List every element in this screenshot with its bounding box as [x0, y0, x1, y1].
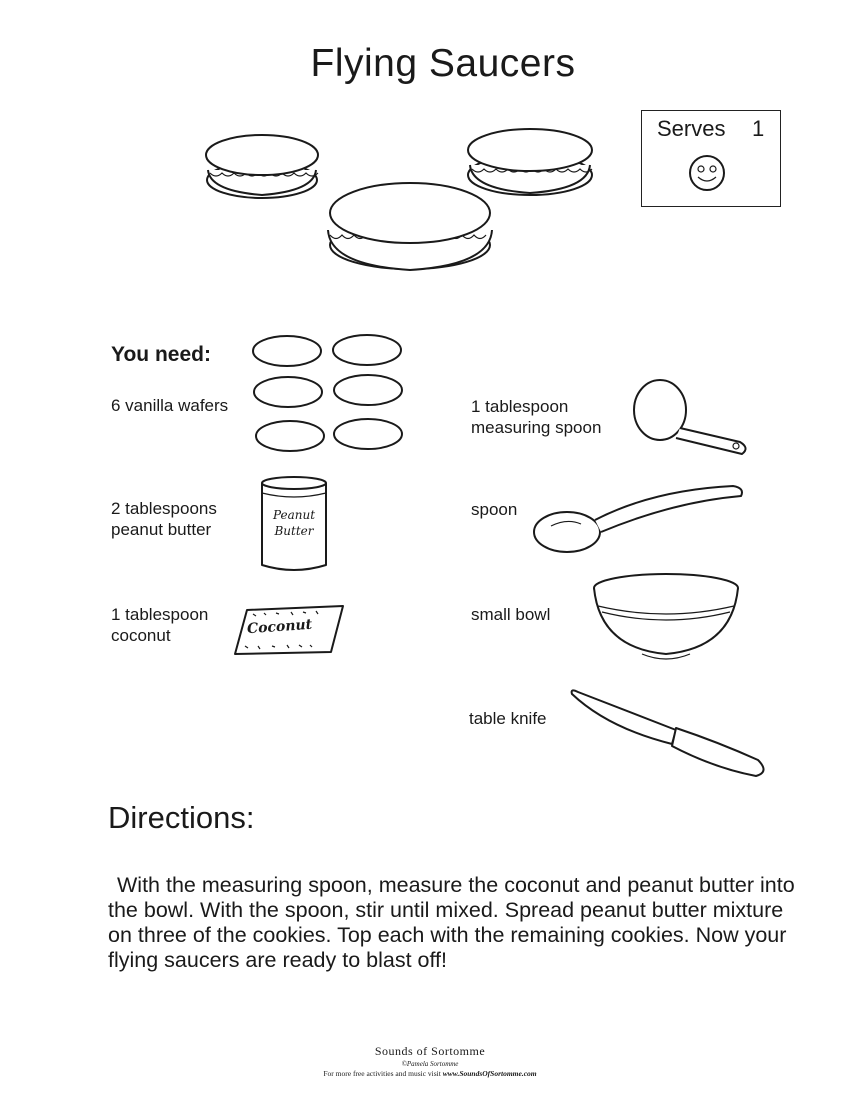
jar-label: Peanut Butter — [272, 508, 316, 538]
directions-heading: Directions: — [108, 800, 255, 835]
footer-url[interactable]: www.SoundsOfSortomme.com — [442, 1069, 537, 1078]
you-need-heading: You need: — [111, 343, 211, 366]
footer-visit — [0, 1069, 850, 1078]
utensil-knife-label: table knife — [469, 709, 547, 728]
spoon-icon — [533, 480, 748, 555]
utensil-bowl-label: small bowl — [471, 605, 551, 624]
cookie-sandwich-center — [328, 183, 492, 270]
bag-label: Coconut — [246, 616, 313, 638]
serves-box — [641, 110, 781, 207]
coconut-bag-icon — [233, 604, 348, 656]
footer-brand: Sounds of Sortomme — [374, 1044, 486, 1058]
utensil-measuring-spoon-label: 1 tablespoon measuring spoon — [471, 397, 602, 437]
ingredient-coconut-label: 1 tablespoon coconut — [111, 605, 209, 645]
peanut-butter-jar-icon — [260, 475, 328, 571]
utensil-spoon-label: spoon — [471, 500, 518, 519]
footer-copyright: ©Pamela Sortomme — [401, 1060, 459, 1068]
ingredient-wafers-label: 6 vanilla wafers — [111, 396, 229, 415]
serves-label: Serves — [657, 116, 726, 141]
table-knife-icon — [568, 688, 770, 782]
bowl-icon — [592, 572, 742, 664]
footer — [0, 1044, 850, 1078]
cookie-sandwich-left — [206, 135, 318, 198]
directions-text: With the measuring spoon, measure the coconut and peanut butter into the bowl. With the spoon, stir until mixed. Spread peanut butter mixture on three of the cookies. Top each with the remaining cookies. Now your flying saucers are ready to blast off! — [108, 873, 795, 972]
flying-saucers-illustration — [200, 125, 610, 275]
cookie-sandwich-right — [468, 129, 592, 195]
serves-count: 1 — [752, 116, 765, 141]
vanilla-wafers-icon — [250, 333, 410, 457]
measuring-spoon-icon — [632, 378, 752, 454]
ingredient-peanut-butter-label: 2 tablespoons peanut butter — [111, 499, 217, 539]
footer-visit-text: For more free activities and music visit — [323, 1069, 443, 1078]
page-title: Flying Saucers — [310, 42, 576, 85]
smiley-face-icon — [687, 153, 727, 193]
